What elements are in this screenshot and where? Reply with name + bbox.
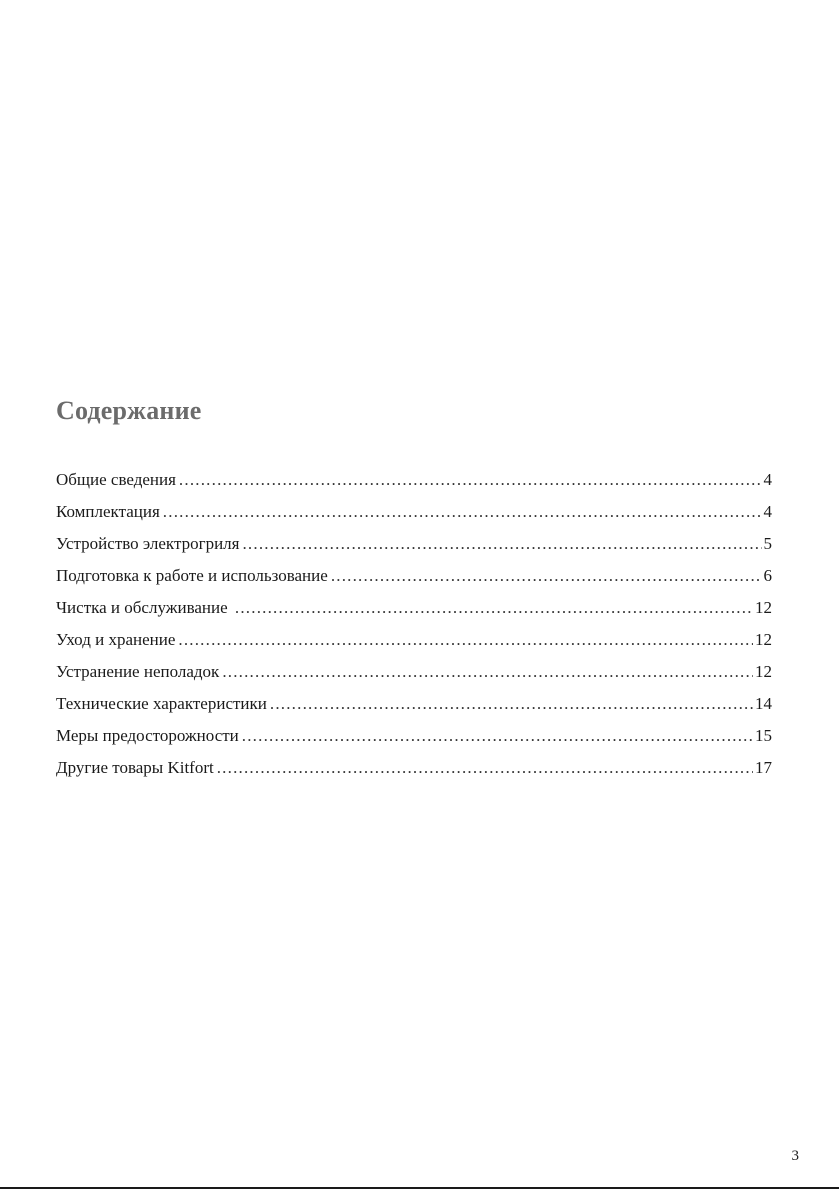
- dot-leader: [179, 464, 762, 496]
- toc-item-label: Чистка и обслуживание: [56, 598, 232, 617]
- dot-leader: [222, 656, 753, 688]
- toc-item-page: 17: [755, 758, 772, 777]
- page-title: Содержание: [56, 396, 202, 425]
- toc-item-label: Подготовка к работе и использование: [56, 566, 328, 585]
- toc-item-label: Устранение неполадок: [56, 662, 220, 681]
- toc-item-page: 6: [763, 566, 772, 585]
- toc-item-label: Устройство электрогриля: [56, 534, 240, 553]
- dot-leader: [163, 496, 762, 528]
- toc-item-care-and-storage[interactable]: [56, 624, 772, 656]
- dot-leader: [235, 592, 753, 624]
- toc-item-label: Общие сведения: [56, 470, 176, 489]
- toc-item-other-products[interactable]: [56, 752, 772, 784]
- toc-item-cleaning-and-maintenance[interactable]: [56, 592, 772, 624]
- dot-leader: [242, 528, 761, 560]
- toc-item-page: 14: [755, 694, 772, 713]
- toc-item-troubleshooting[interactable]: [56, 656, 772, 688]
- toc-item-specifications[interactable]: [56, 688, 772, 720]
- toc-item-general-info[interactable]: [56, 464, 772, 496]
- page-number: 3: [791, 1148, 799, 1164]
- dot-leader: [178, 624, 753, 656]
- toc-item-page: 12: [755, 662, 772, 681]
- toc-item-label: Комплектация: [56, 502, 160, 521]
- bottom-divider: [0, 1187, 839, 1189]
- toc-item-label: Технические характеристики: [56, 694, 267, 713]
- toc-item-page: 4: [763, 470, 772, 489]
- toc-item-label: Другие товары Kitfort: [56, 758, 214, 777]
- toc-item-package-contents[interactable]: [56, 496, 772, 528]
- toc-item-page: 5: [763, 534, 772, 553]
- dot-leader: [217, 752, 753, 784]
- toc-item-safety-precautions[interactable]: [56, 720, 772, 752]
- toc-item-page: 15: [755, 726, 772, 745]
- toc-item-grill-design[interactable]: [56, 528, 772, 560]
- toc-item-label: Меры предосторожности: [56, 726, 239, 745]
- toc-item-preparation-and-use[interactable]: [56, 560, 772, 592]
- toc-item-page: 4: [763, 502, 772, 521]
- table-of-contents: [56, 464, 772, 784]
- toc-item-page: 12: [755, 630, 772, 649]
- dot-leader: [331, 560, 762, 592]
- dot-leader: [270, 688, 753, 720]
- toc-item-label: Уход и хранение: [56, 630, 176, 649]
- toc-item-page: 12: [755, 598, 772, 617]
- dot-leader: [242, 720, 753, 752]
